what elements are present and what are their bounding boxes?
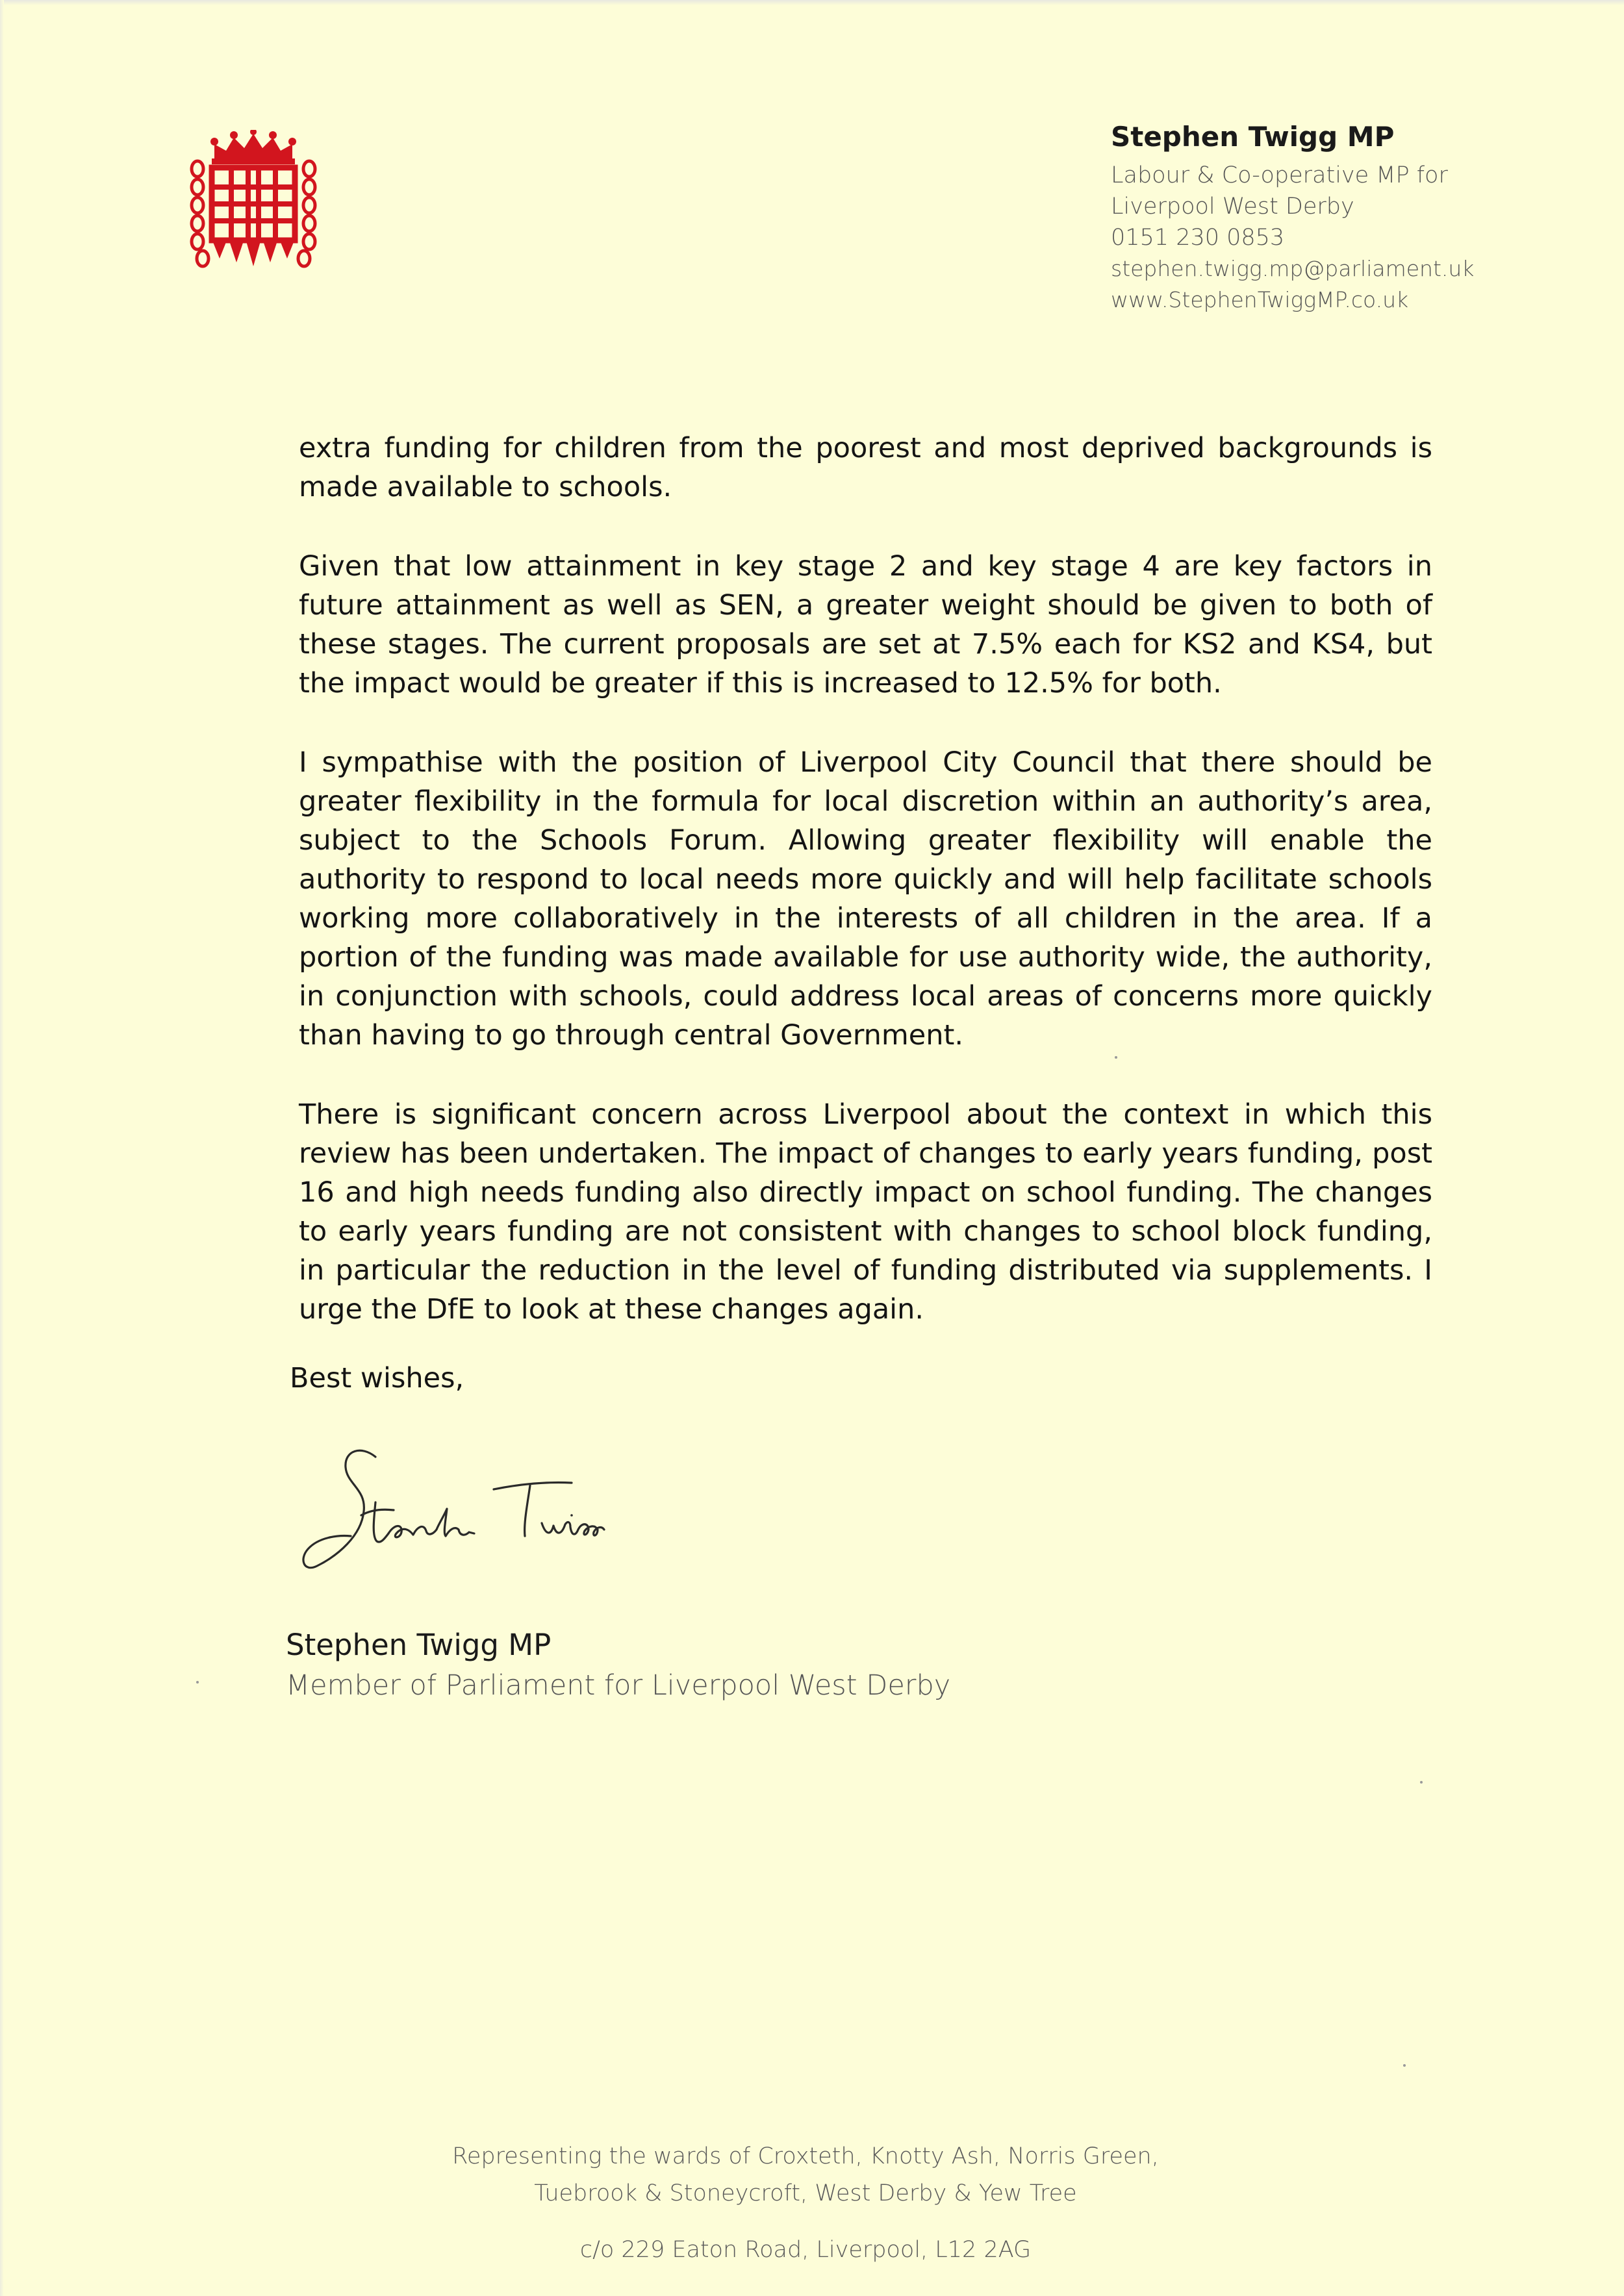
paragraph: Given that low attainment in key stage 2 and key stage 4 are key factors in future attainment as well as SEN, a greater weight should be given to both of these stages. The current proposals are set at 7.5% each for KS2 and KS4, but the impact would be greater if this is increased to 12.5% for both.: [299, 550, 1432, 700]
paragraph: I sympathise with the position of Liverpool City Council that there should be greater flexibility in the formula for local discretion within an authority’s area, subject to the Schools Forum. Allowing greater flexibility will enable the authority to respond to local needs more quickly and will help facilitate schools working more collaboratively in the interests of all children in the area. If a portion of the funding was made available for use authority wide, the authority, in conjunction with schools, could address local areas of concerns more quickly than having to go through central Government.: [299, 746, 1432, 1052]
mp-email: stephen.twigg.mp@parliament.uk: [1111, 256, 1475, 281]
mp-constituency: Liverpool West Derby: [1111, 194, 1354, 220]
handwritten-signature: [299, 1439, 663, 1588]
signatory-title: Member of Parliament for Liverpool West Derby: [286, 1669, 951, 1702]
scan-edge: [0, 0, 4, 2296]
letter-body: [299, 429, 1432, 1369]
mp-phone: 0151 230 0853: [1111, 225, 1285, 251]
signatory-name: Stephen Twigg MP: [286, 1628, 552, 1662]
mp-role: Labour & Co-operative MP for: [1111, 162, 1448, 188]
scan-edge: [0, 0, 1624, 5]
portcullis-icon: [188, 130, 318, 270]
footer: [364, 2138, 1247, 2269]
mp-name: Stephen Twigg MP: [1111, 121, 1395, 153]
scan-speck: [1420, 1781, 1423, 1784]
scan-speck: [1115, 1056, 1117, 1059]
footer-wards-line: Tuebrook & Stoneycroft, West Derby & Yew Tree: [534, 2180, 1077, 2206]
scan-speck: [1403, 2064, 1406, 2067]
paragraph: extra funding for children from the poorest and most deprived backgrounds is made available to schools.: [299, 432, 1432, 503]
paragraph: There is significant concern across Liverpool about the context in which this review has been undertaken. The impact of changes to early years funding, post 16 and high needs funding also directly impact on school funding. The changes to early years funding are not consistent with changes to school block funding, in particular the reduction in the level of funding distributed via supplements. I urge the DfE to look at these changes again.: [299, 1098, 1432, 1326]
scan-speck: [196, 1681, 199, 1684]
footer-address: c/o 229 Eaton Road, Liverpool, L12 2AG: [579, 2237, 1032, 2263]
footer-wards-line: Representing the wards of Croxteth, Knotty Ash, Norris Green,: [452, 2143, 1159, 2169]
closing: Best wishes,: [290, 1362, 464, 1394]
mp-website: www.StephenTwiggMP.co.uk: [1111, 287, 1409, 312]
letterhead: [1111, 121, 1566, 316]
